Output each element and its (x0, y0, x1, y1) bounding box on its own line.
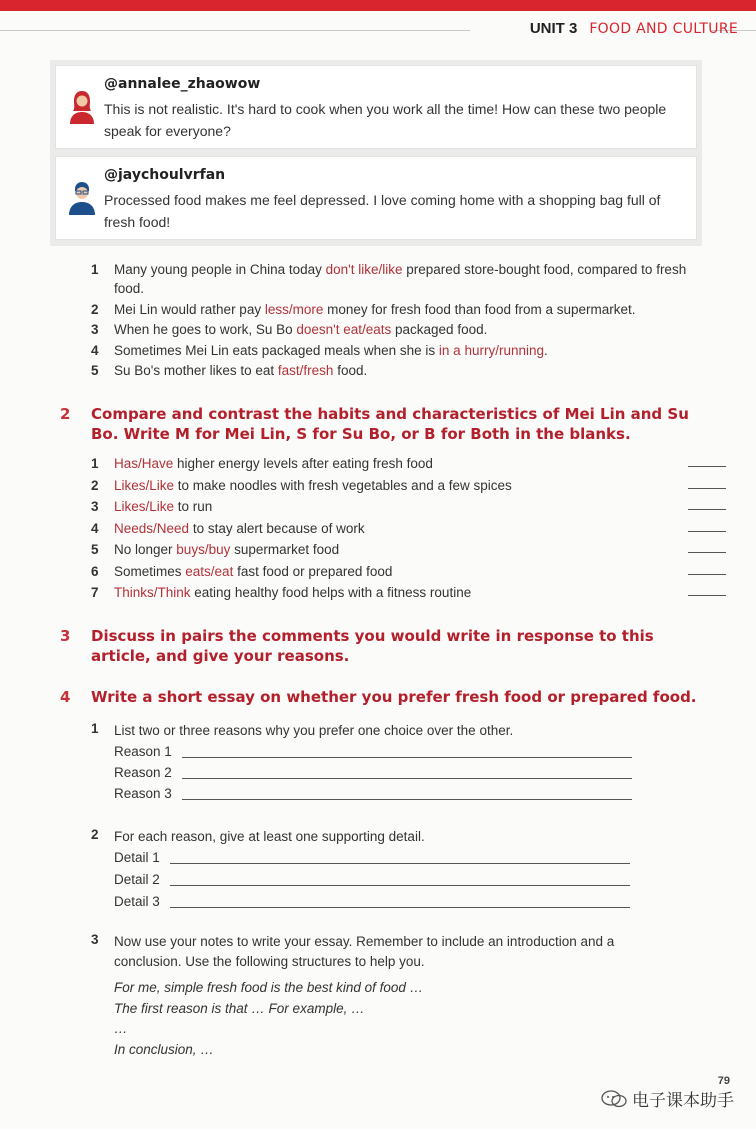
comment-card (55, 65, 697, 149)
structure-examples (114, 978, 666, 1060)
detail-row: Detail 1 (114, 847, 671, 869)
watermark (601, 1086, 734, 1111)
list-item: 7 Thinks/Think eating healthy food helps with a fitness routine (91, 583, 521, 602)
list-item: 6 Sometimes eats/eat fast food or prepared food (91, 562, 521, 581)
comment-handle: @annalee_zhaowow (104, 76, 261, 92)
choice-option: Thinks/Think (114, 585, 191, 600)
page-number: 79 (717, 1075, 730, 1087)
list-item: 3 When he goes to work, Su Bo doesn't eat/eats packaged food. (91, 322, 488, 337)
structure-line: For me, simple fresh food is the best kind of food … (114, 980, 424, 995)
list-item: 1 Has/Have higher energy levels after eating fresh food (91, 454, 521, 473)
task-instruction: Compare and contrast the habits and characteristics of Mei Lin and Su Bo. Write M for Mei Lin, S for Su Bo, or B for Both in the blanks. (91, 405, 689, 443)
reason-row: Reason 2 (114, 762, 671, 783)
answer-blank[interactable] (688, 531, 726, 532)
running-header (530, 20, 738, 37)
list-item: 2 Likes/Like to make noodles with fresh vegetables and a few spices (91, 476, 521, 495)
comment-handle: @jaychoulvrfan (104, 167, 226, 183)
task-number: 4 (60, 688, 71, 706)
detail-row: Detail 2 (114, 869, 671, 891)
answer-blank[interactable] (688, 466, 726, 467)
list-item: 5 No longer buys/buy supermarket food (91, 540, 521, 559)
comment-text: This is not realistic. It's hard to cook when you work all the time! How can these two people speak for everyone? (104, 101, 667, 139)
choice-option: Likes/Like (114, 499, 175, 514)
answer-blank[interactable] (688, 509, 726, 510)
essay-step-2: 2 For each reason, give at least one supporting detail. Detail 1 Detail 2 Detail 3 (91, 827, 671, 913)
choice-option: eats/eat (185, 563, 234, 579)
header-rule (0, 30, 470, 31)
watermark-text: 电子课本助手 (632, 1091, 734, 1110)
step-instruction: List two or three reasons why you prefer one choice over the other. (114, 723, 514, 738)
detail-row: Detail 3 (114, 891, 671, 913)
choice-option: less/more (264, 301, 324, 317)
top-color-bar (0, 0, 756, 11)
choice-option: Likes/Like (114, 477, 175, 493)
list-item: 5 Su Bo's mother likes to eat fast/fresh food. (91, 363, 368, 378)
reason-row: Reason 3 (114, 783, 671, 804)
choice-option: Needs/Need (114, 520, 190, 536)
task-number: 3 (60, 627, 71, 645)
answer-line[interactable] (170, 907, 630, 908)
answer-blank[interactable] (688, 488, 726, 489)
choice-option: Has/Have (114, 456, 174, 471)
exercise-2-list (91, 454, 521, 605)
comment-text: Processed food makes me feel depressed. I love coming home with a shopping bag full of fresh food! (104, 192, 661, 230)
choice-option: doesn't eat/eats (296, 322, 392, 337)
list-item: 1 Many young people in China today don't like/like prepared store-bought food, compared to fresh food. (91, 262, 687, 296)
task-number: 2 (60, 405, 71, 423)
essay-step-1: 1 List two or three reasons why you prefer one choice over the other. Reason 1 Reason 2 Reason 3 (91, 721, 671, 804)
man-avatar-icon (66, 179, 98, 215)
unit-topic: FOOD AND CULTURE (589, 20, 738, 37)
answer-line[interactable] (170, 863, 630, 864)
choice-option: in a hurry/running (438, 342, 544, 358)
answer-line[interactable] (182, 757, 632, 758)
comments-panel (50, 60, 702, 246)
list-item: 2 Mei Lin would rather pay less/more money for fresh food than food from a supermarket. (91, 301, 636, 317)
reason-row: Reason 1 (114, 741, 671, 762)
list-item: 3 Likes/Like to run (91, 497, 521, 516)
structure-line: The first reason is that … For example, … (114, 1000, 365, 1016)
answer-blank[interactable] (688, 574, 726, 575)
comment-card (55, 156, 697, 240)
step-instruction: Now use your notes to write your essay. Remember to include an introduction and a conclusion. Use the following structures to help you. (114, 934, 615, 969)
answer-blank[interactable] (688, 552, 726, 553)
structure-line: In conclusion, … (114, 1041, 214, 1057)
exercise-1-list (91, 260, 691, 382)
unit-label: UNIT 3 (529, 20, 578, 37)
list-item: 4 Sometimes Mei Lin eats packaged meals when she is in a hurry/running. (91, 342, 548, 358)
answer-line[interactable] (182, 799, 632, 800)
answer-line[interactable] (170, 885, 630, 886)
essay-step-3: 3 Now use your notes to write your essay. Remember to include an introduction and a conclusion. Use the following structures to help you. For me, simple fresh food is the best kind of food … The first reason is that … For example, … … In conclusion, … (91, 932, 666, 1060)
choice-option: don't like/like (325, 262, 403, 277)
task-instruction: Write a short essay on whether you prefer fresh food or prepared food. (91, 688, 697, 706)
task-instruction: Discuss in pairs the comments you would write in response to this article, and give your reasons. (91, 627, 654, 665)
step-instruction: For each reason, give at least one supporting detail. (114, 829, 425, 844)
woman-avatar-icon (66, 88, 98, 124)
chat-bubble-icon (601, 1089, 627, 1109)
choice-option: buys/buy (176, 542, 231, 557)
answer-line[interactable] (182, 778, 632, 779)
structure-line: … (114, 1021, 128, 1036)
list-item: 4 Needs/Need to stay alert because of work (91, 519, 521, 538)
choice-option: fast/fresh (277, 363, 334, 378)
answer-blank[interactable] (688, 595, 726, 596)
